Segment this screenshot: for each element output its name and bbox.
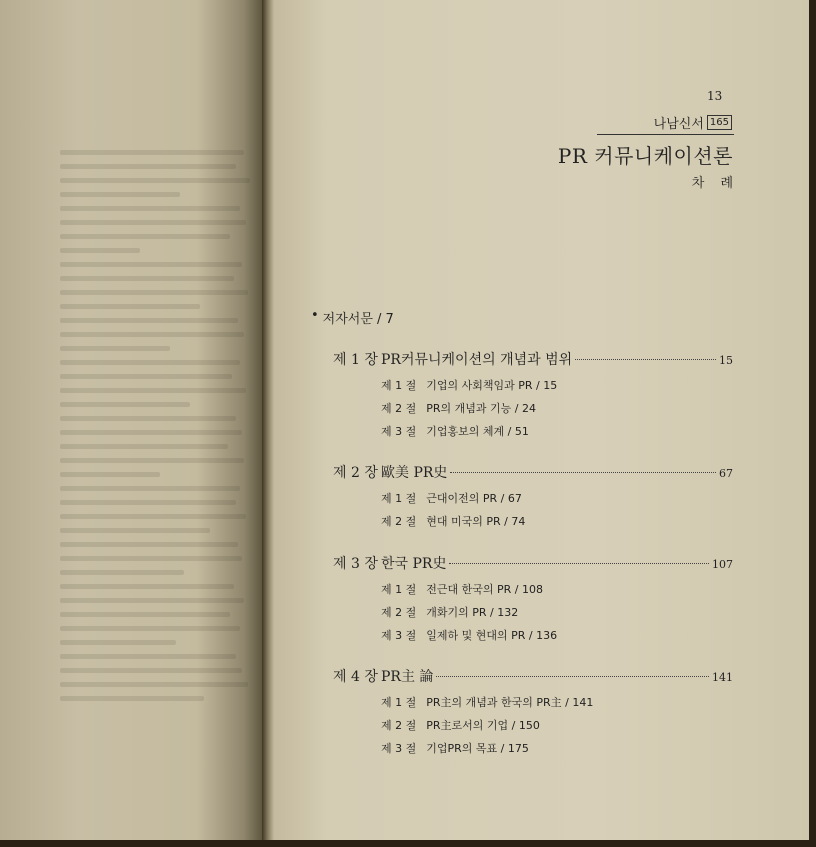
dot-leader [575,359,716,360]
show-through-text [60,150,260,770]
section-label: 제 3 절 [381,425,417,438]
section-row [381,717,540,733]
left-page [0,0,262,847]
chapter-label: 제 3 장 [333,556,378,572]
section-text: PR主의 개념과 한국의 PR主 / 141 [426,696,594,709]
dot-leader [449,563,709,564]
chapter-label: 제 4 장 [333,669,378,685]
page-edge-bottom [0,840,816,847]
dot-leader [436,676,709,677]
section-row [381,490,522,506]
chapter-1-row [333,349,733,371]
section-label: 제 1 절 [381,379,417,392]
section-text: 현대 미국의 PR / 74 [426,515,526,528]
chapter-2-row [333,462,733,484]
chapter-title: PR主 論 [381,669,434,685]
section-label: 제 2 절 [381,402,417,415]
chapter-page: 107 [712,558,733,571]
preface-label: 저자서문 / 7 [322,312,394,327]
preface-entry [311,308,394,327]
section-label: 제 2 절 [381,606,417,619]
section-label: 제 1 절 [381,583,417,596]
section-label: 제 3 절 [381,629,417,642]
chapter-title: 한국 PR史 [381,556,447,572]
section-text: PR主로서의 기업 / 150 [426,719,540,732]
section-text: 기업PR의 목표 / 175 [426,742,529,755]
chapter-page: 67 [719,467,733,480]
series-line [654,113,732,132]
series-name: 나남신서 [653,117,704,132]
page-edge [809,0,816,847]
series-number-box: 165 [707,115,732,130]
section-text: 일제하 및 현대의 PR / 136 [426,629,558,642]
section-text: 개화기의 PR / 132 [426,606,519,619]
section-text: 기업홍보의 체계 / 51 [426,425,529,438]
section-row [381,581,543,597]
section-text: PR의 개념과 기능 / 24 [426,402,536,415]
section-row [381,627,557,643]
section-row [381,513,525,529]
section-label: 제 1 절 [381,696,417,709]
chapter-3-row [333,553,733,575]
chapter-page: 15 [719,354,733,367]
title-rule [597,134,734,135]
section-text: 기업의 사회책임과 PR / 15 [426,379,558,392]
section-row [381,400,536,416]
section-label: 제 2 절 [381,719,417,732]
chapter-label: 제 2 장 [333,465,378,481]
contents-heading: 차 례 [691,176,739,191]
section-row [381,604,518,620]
section-row [381,423,529,439]
chapter-4-row [333,666,733,688]
section-row [381,694,593,710]
chapter-title: 歐美 PR史 [381,465,448,481]
section-label: 제 1 절 [381,492,417,505]
chapter-label: 제 1 장 [333,352,378,368]
section-text: 근대이전의 PR / 67 [426,492,522,505]
chapter-title: PR커뮤니케이션의 개념과 범위 [381,352,573,368]
section-row [381,377,557,393]
book-gutter [262,0,274,847]
book-title: PR 커뮤니케이션론 [557,144,733,168]
chapter-page: 141 [712,671,733,684]
bullet-icon: • [311,308,319,323]
section-row [381,740,529,756]
page-number: 13 [707,89,723,103]
section-label: 제 2 절 [381,515,417,528]
section-label: 제 3 절 [381,742,417,755]
section-text: 전근대 한국의 PR / 108 [426,583,543,596]
dot-leader [450,472,716,473]
